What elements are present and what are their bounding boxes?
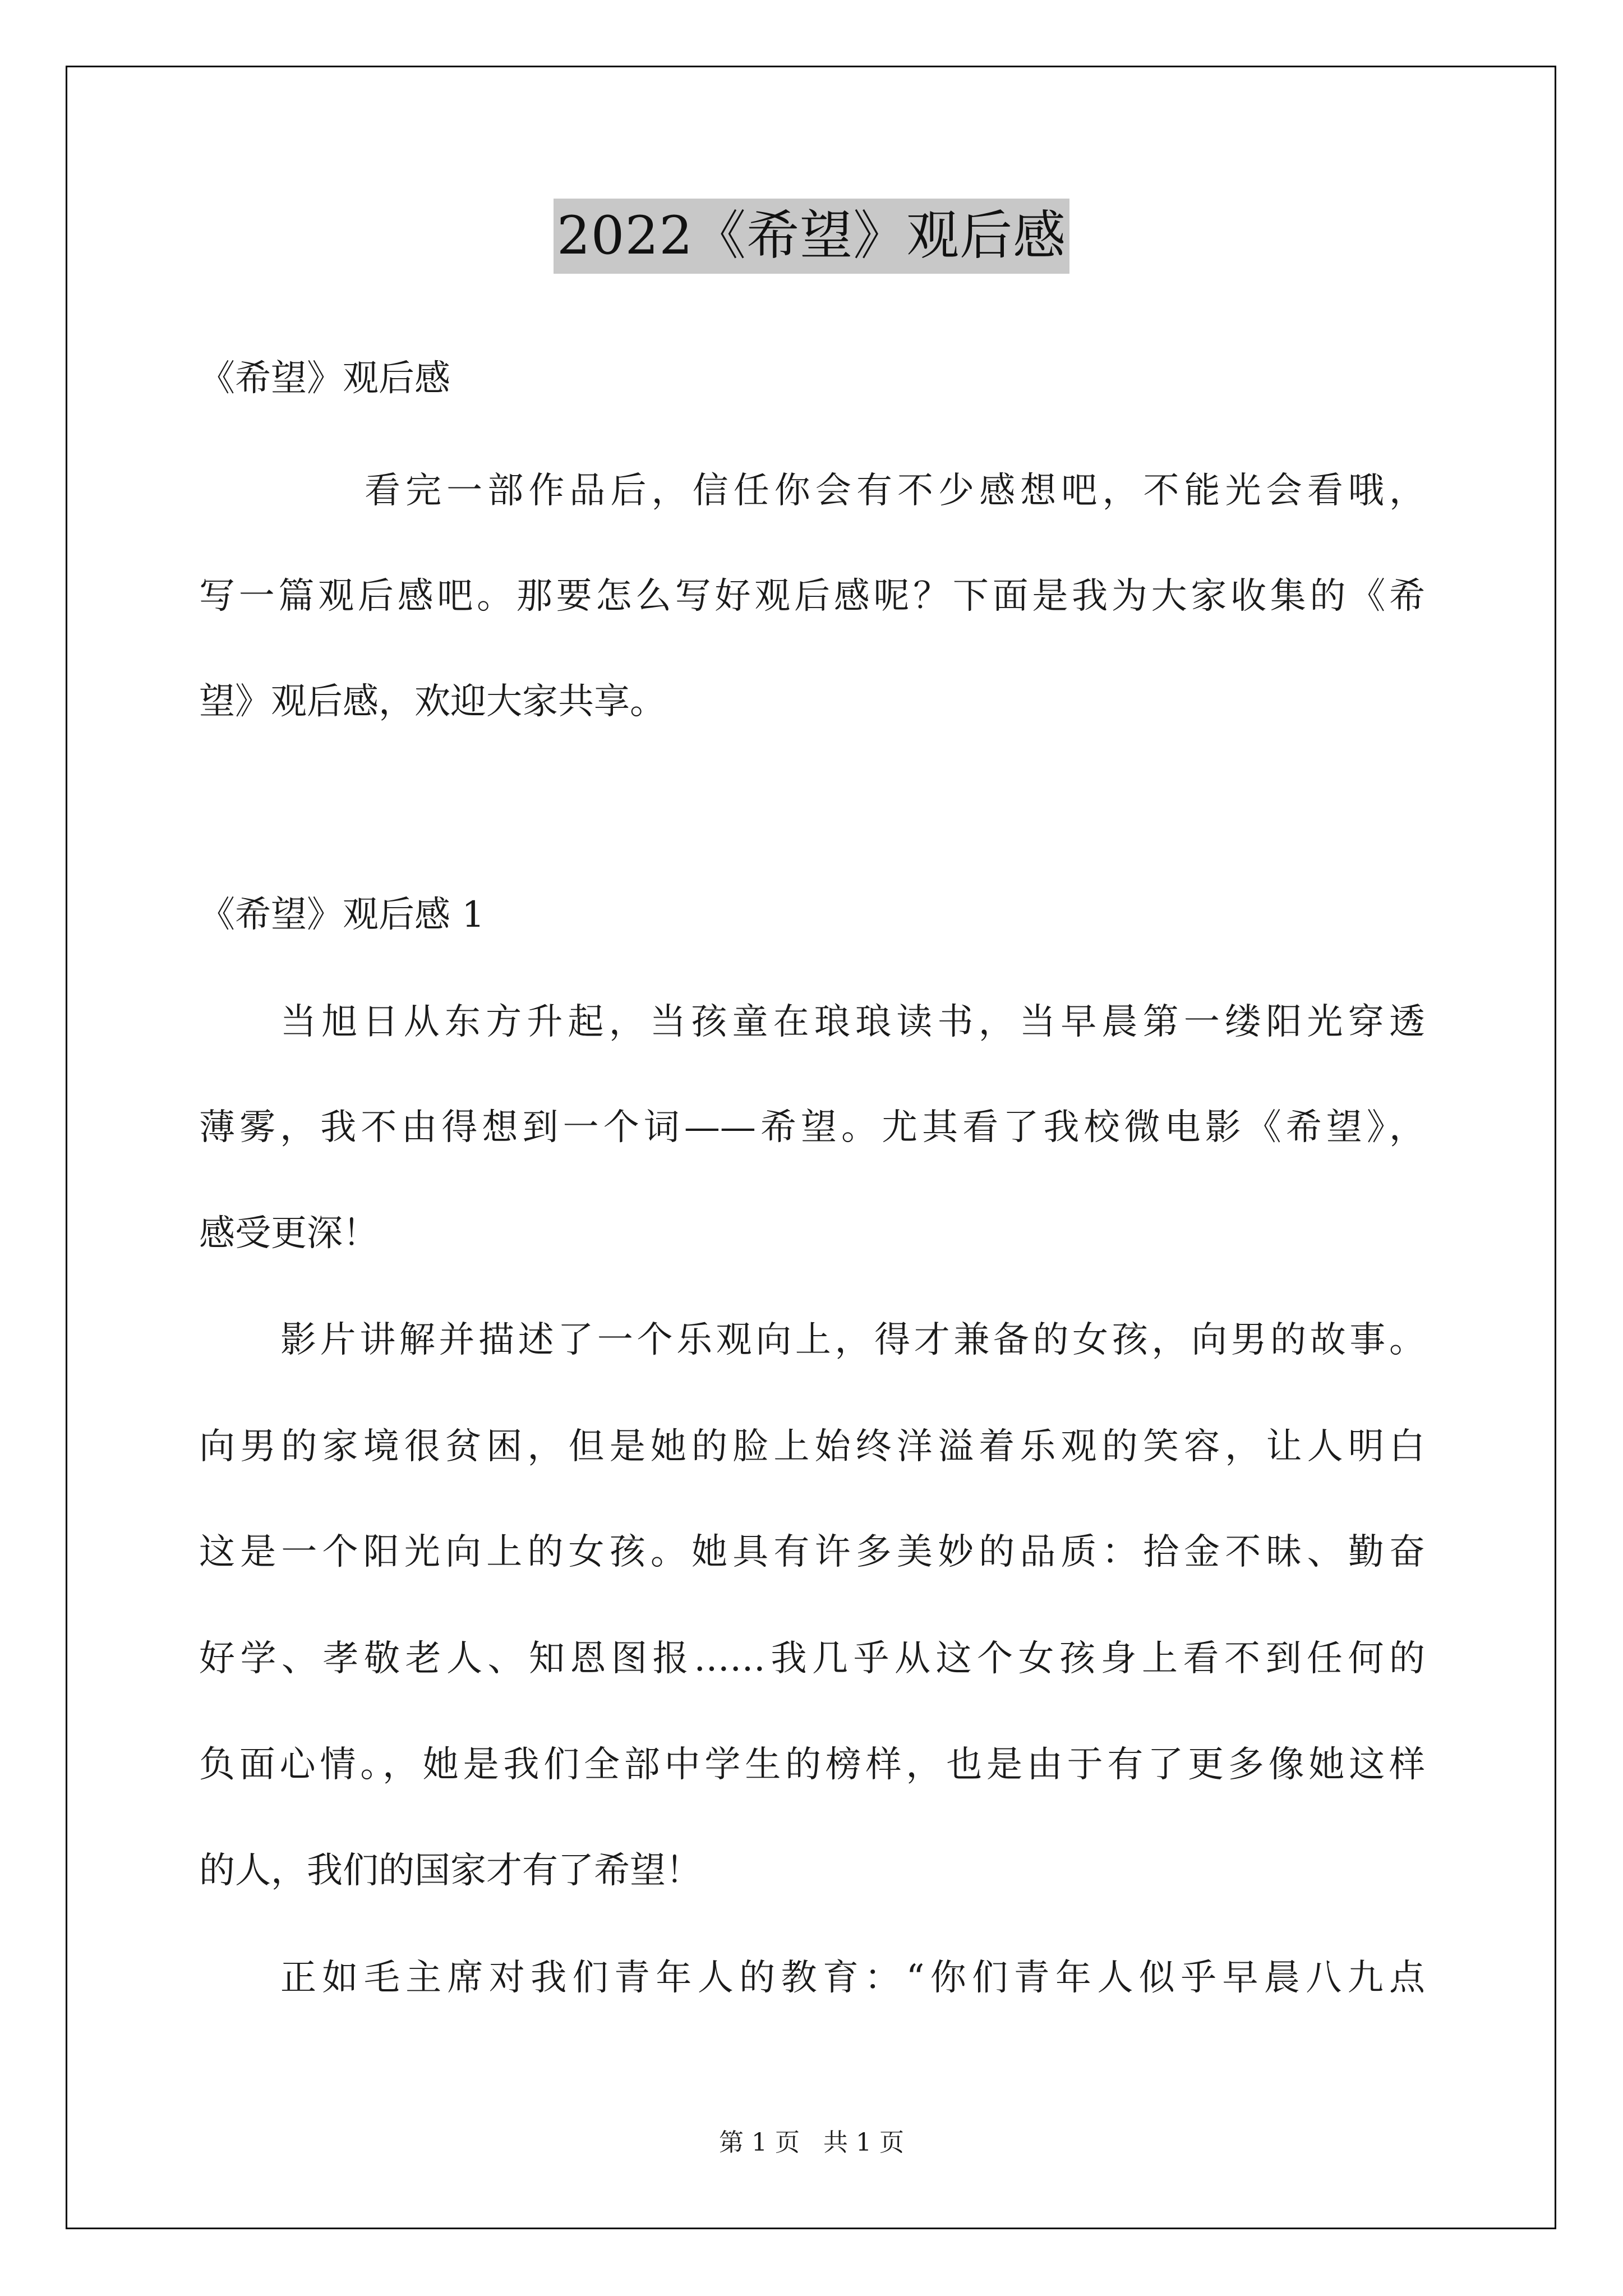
paragraph-line: 影片讲解并描述了一个乐观向上，得才兼备的女孩，向男的故事。 (280, 1319, 1425, 1361)
paragraph-line: 向男的家境很贫困，但是她的脸上始终洋溢着乐观的笑容，让人明白 (199, 1426, 1425, 1467)
paragraph-line: 正如毛主席对我们青年人的教育：“你们青年人似乎早晨八九点 (280, 1957, 1425, 1999)
paragraph-line: 看完一部作品后，信任你会有不少感想吧，不能光会看哦， (365, 470, 1425, 512)
paragraph-line: 好学、孝敬老人、知恩图报……我几乎从这个女孩身上看不到任何的 (199, 1638, 1425, 1680)
paragraph-line: 感受更深！ (199, 1213, 379, 1254)
document-title: 2022《希望》观后感 (554, 199, 1069, 274)
section-heading: 《希望》观后感 (199, 358, 450, 399)
paragraph-line: 望》观后感，欢迎大家共享。 (199, 681, 666, 723)
paragraph-line: 当旭日从东方升起，当孩童在琅琅读书，当早晨第一缕阳光穿透 (280, 1001, 1425, 1043)
paragraph-line: 负面心情。，她是我们全部中学生的榜样，也是由于有了更多像她这样 (199, 1744, 1425, 1786)
title-container (0, 199, 1623, 274)
section-heading: 《希望》观后感 1 (199, 894, 485, 936)
paragraph-line: 这是一个阳光向上的女孩。她具有许多美妙的品质：拾金不昧、勤奋 (199, 1531, 1425, 1573)
page-footer: 第 1 页 共 1 页 (719, 2128, 904, 2157)
paragraph-line: 的人，我们的国家才有了希望！ (199, 1850, 702, 1892)
paragraph-line: 薄雾，我不由得想到一个词——希望。尤其看了我校微电影《希望》， (199, 1107, 1425, 1148)
paragraph-line: 写一篇观后感吧。那要怎么写好观后感呢？下面是我为大家收集的《希 (199, 576, 1425, 617)
